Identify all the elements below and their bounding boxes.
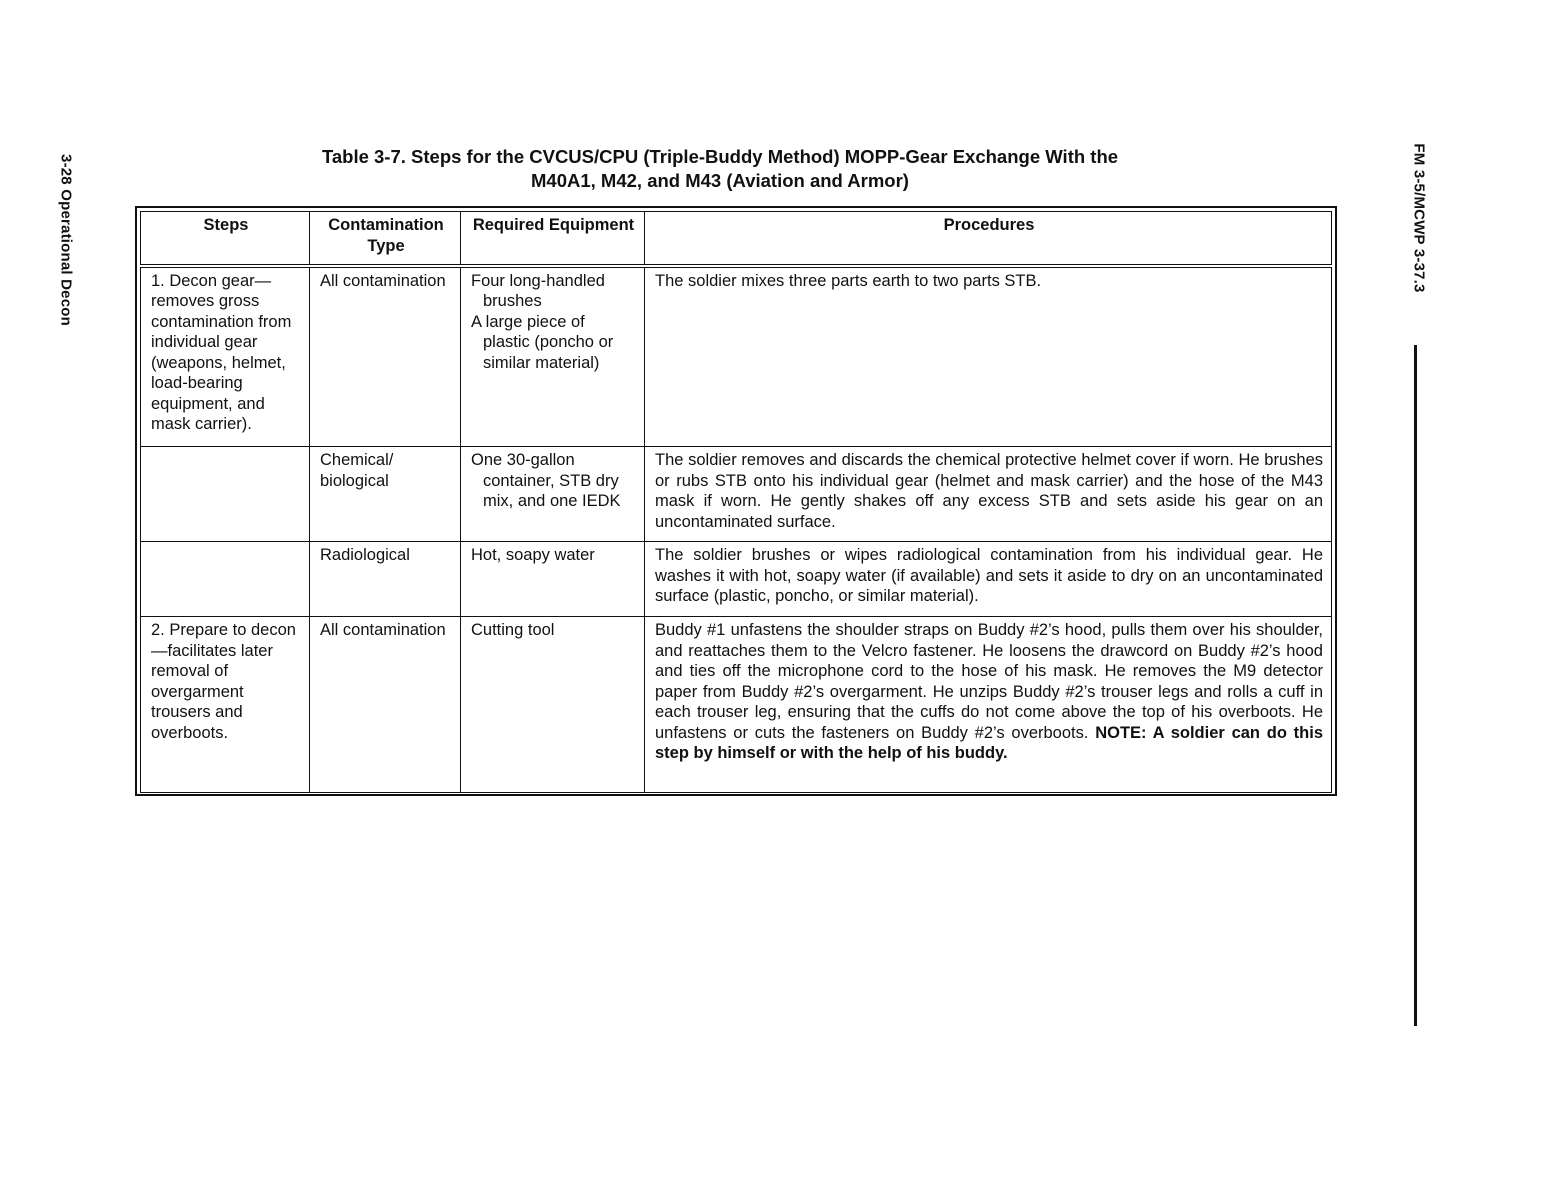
- procedure-cell: The soldier mixes three parts earth to two parts STB.: [645, 266, 1332, 447]
- manual-identifier: FM 3-5/MCWP 3-37.3: [1410, 143, 1428, 293]
- step-cell: 2. Prepare to decon—facilitates later removal of overgarment trousers and overboots.: [141, 617, 310, 793]
- table-title-line-2: M40A1, M42, and M43 (Aviation and Armor): [531, 170, 909, 191]
- table-row: [141, 617, 1332, 793]
- procedure-cell: The soldier removes and discards the chemical protective helmet cover if worn. He brushes or rubs STB onto his individual gear (helmet and mask carrier) and the hose of the M43 mask if worn. He gently shakes off any excess STB and sets aside his gear on an uncontaminated surface.: [645, 447, 1332, 542]
- header-required-equipment: Required Equipment: [461, 212, 645, 266]
- change-bar: [1414, 345, 1417, 1026]
- procedure-cell: The soldier brushes or wipes radiological contamination from his individual gear. He washes it with hot, soapy water (if available) and sets it aside to dry on an uncontaminated surface (plastic, poncho, or similar material).: [645, 542, 1332, 617]
- equipment-item: Four long-handled brushes: [471, 271, 605, 310]
- contamination-cell: Radiological: [310, 542, 461, 617]
- contamination-cell: All contamination: [310, 617, 461, 793]
- table-header-row: [141, 212, 1332, 266]
- table-row: [141, 447, 1332, 542]
- procedure-note: NOTE: A soldier can do this step by himself or with the help of his buddy.: [655, 723, 1323, 762]
- header-steps: Steps: [141, 212, 310, 266]
- equipment-item: Cutting tool: [471, 621, 555, 639]
- decon-steps-table: [140, 211, 1332, 793]
- step-cell: 1. Decon gear—removes gross contamination from individual gear (weapons, helmet, load-bearing equipment, and mask carrier).: [141, 266, 310, 447]
- equipment-cell: [461, 617, 645, 793]
- header-procedures: Procedures: [645, 212, 1332, 266]
- table-title: [200, 145, 1240, 193]
- header-contamination-type: Contamination Type: [310, 212, 461, 266]
- equipment-cell: [461, 542, 645, 617]
- equipment-item: Hot, soapy water: [471, 546, 595, 564]
- equipment-item: One 30-gallon container, STB dry mix, and one IEDK: [471, 451, 621, 510]
- page-number-section-label: 3-28 Operational Decon: [57, 154, 75, 326]
- step-cell: [141, 447, 310, 542]
- procedure-cell: [645, 617, 1332, 793]
- table-title-line-1: Table 3-7. Steps for the CVCUS/CPU (Triple-Buddy Method) MOPP-Gear Exchange With the: [321, 146, 1119, 167]
- table-row: [141, 266, 1332, 447]
- table-row: [141, 542, 1332, 617]
- contamination-cell: All contamination: [310, 266, 461, 447]
- equipment-cell: [461, 447, 645, 542]
- step-cell: [141, 542, 310, 617]
- contamination-cell: Chemical/ biological: [310, 447, 461, 542]
- procedure-text: Buddy #1 unfastens the shoulder straps on Buddy #2’s hood, pulls them over his shoulder, and reattaches them to the Velcro fastener. He loosens the drawcord on Buddy #2’s hood and ties off the microphone cord to the hose of his mask. He removes the M9 detector paper from Buddy #2’s overgarment. He unzips Buddy #2’s trouser legs and rolls a cuff in each trouser leg, ensuring that the cuffs do not come above the top of his overboots. He unfastens or cuts the fasteners on Buddy #2’s overboots.: [655, 621, 1323, 742]
- table-frame: [135, 206, 1337, 796]
- equipment-cell: [461, 266, 645, 447]
- equipment-item: A large piece of plastic (poncho or similar material): [471, 312, 614, 372]
